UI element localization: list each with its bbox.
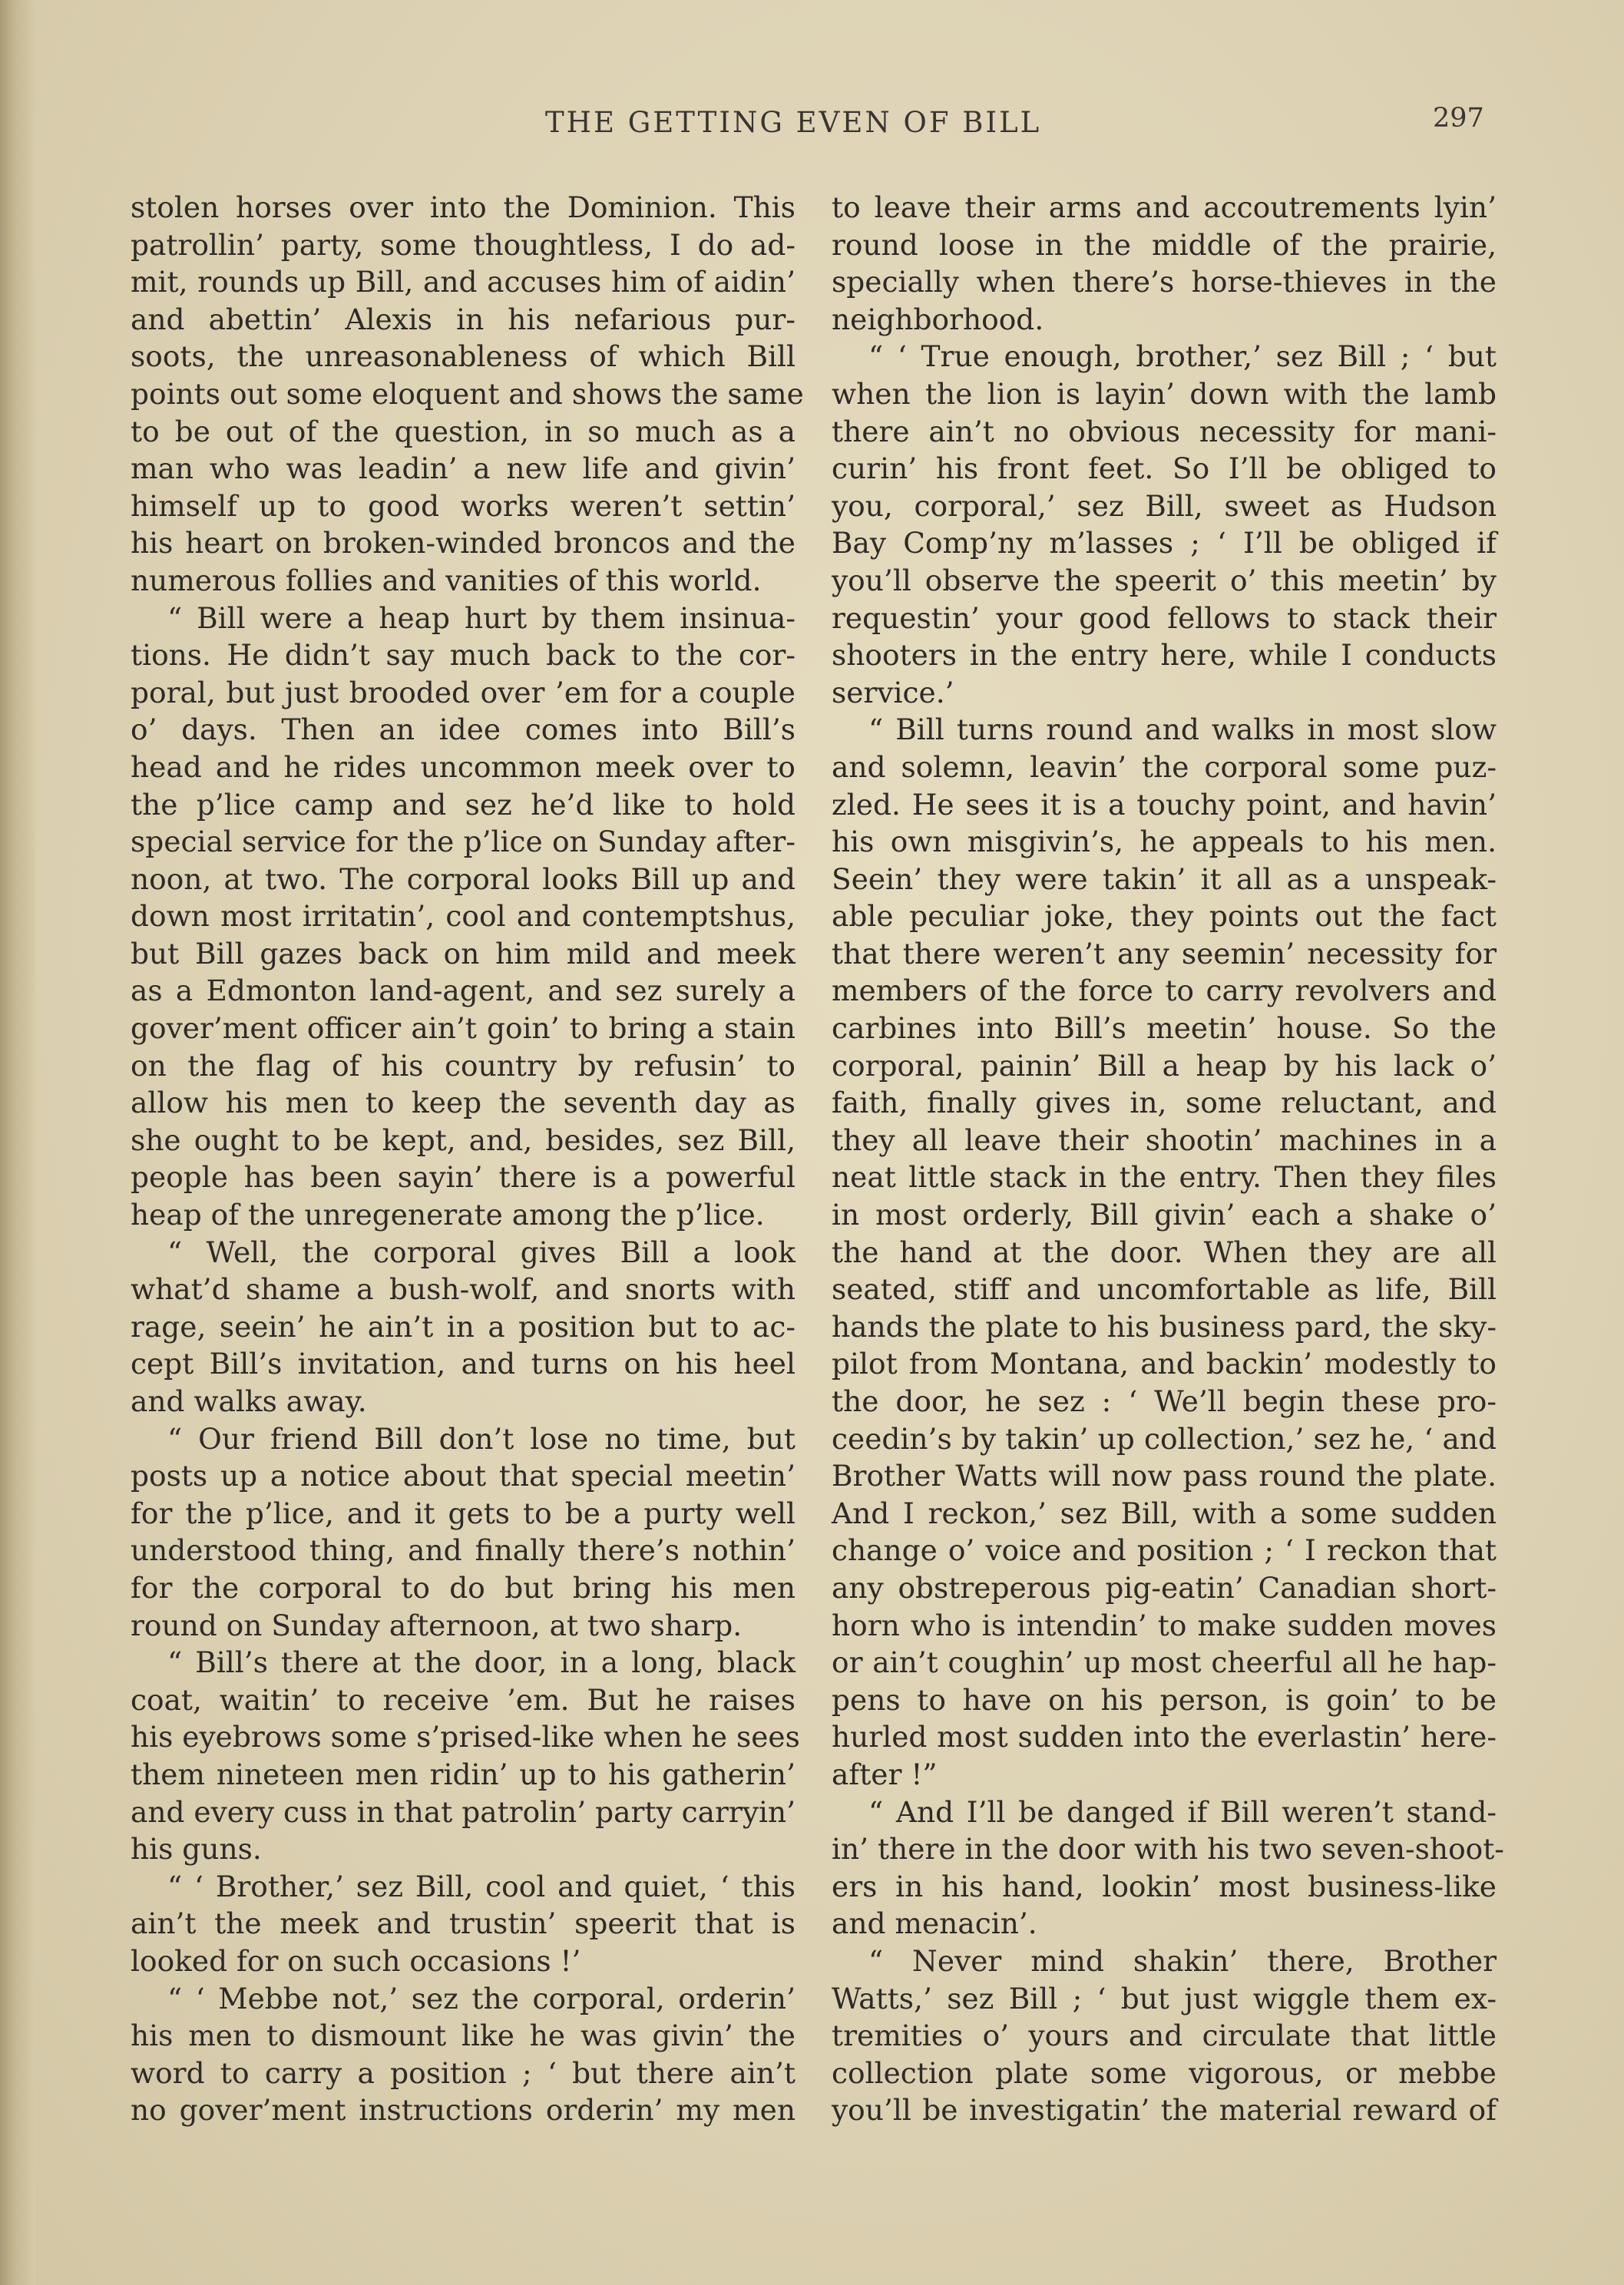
text-line: what’d shame a bush-wolf, and snorts with xyxy=(131,1272,795,1307)
binding-edge xyxy=(0,0,35,2285)
text-line: seated, stiff and uncomfortable as life, Bill xyxy=(832,1272,1497,1307)
text-line: able peculiar joke, they points out the fact xyxy=(832,899,1497,934)
text-line: she ought to be kept, and, besides, sez Bill, xyxy=(131,1123,795,1157)
text-line: you’ll observe the speerit o’ this meetin’ by xyxy=(832,563,1497,597)
text-line: “ ‘ Mebbe not,’ sez the corporal, orderin’ xyxy=(167,1981,795,2015)
text-line: himself up to good works weren’t settin’ xyxy=(131,488,795,523)
text-line: his own misgivin’s, he appeals to his men. xyxy=(832,825,1497,859)
text-line: service.’ xyxy=(832,675,954,709)
text-line: faith, finally gives in, some reluctant, and xyxy=(832,1086,1497,1120)
text-line: Brother Watts will now pass round the plate. xyxy=(832,1459,1497,1493)
text-line: for the corporal to do but bring his men xyxy=(131,1570,795,1605)
text-line: gover’ment officer ain’t goin’ to bring a stain xyxy=(131,1011,795,1046)
text-line: “ ‘ Brother,’ sez Bill, cool and quiet, ‘ this xyxy=(167,1869,795,1903)
text-line: the p’lice camp and sez he’d like to hold xyxy=(131,787,795,822)
text-line: his heart on broken-winded broncos and the xyxy=(131,526,795,561)
text-line: “ ‘ True enough, brother,’ sez Bill ; ‘ but xyxy=(868,339,1497,374)
text-line: Watts,’ sez Bill ; ‘ but just wiggle them ex- xyxy=(832,1981,1497,2015)
text-line: ain’t the meek and trustin’ speerit that is xyxy=(131,1906,795,1941)
text-line: “ And I’ll be danged if Bill weren’t stand- xyxy=(868,1794,1497,1829)
page-header xyxy=(0,103,1624,152)
text-line: pens to have on his person, is goin’ to be xyxy=(832,1682,1497,1717)
text-line: but Bill gazes back on him mild and meek xyxy=(131,936,795,971)
text-line: neat little stack in the entry. Then they files xyxy=(832,1160,1497,1195)
text-line: or ain’t coughin’ up most cheerful all he hap- xyxy=(832,1645,1497,1680)
text-line: curin’ his front feet. So I’ll be obliged to xyxy=(832,451,1497,486)
text-line: you, corporal,’ sez Bill, sweet as Hudson xyxy=(832,488,1497,523)
text-line: head and he rides uncommon meek over to xyxy=(131,749,795,784)
text-line: in’ there in the door with his two seven-shoot- xyxy=(832,1832,1504,1867)
text-line: horn who is intendin’ to make sudden moves xyxy=(832,1608,1497,1642)
text-line: carbines into Bill’s meetin’ house. So the xyxy=(832,1011,1497,1046)
text-line: understood thing, and finally there’s nothin’ xyxy=(131,1533,795,1568)
text-line: to leave their arms and accoutrements lyin’ xyxy=(832,190,1497,224)
text-line: heap of the unregenerate among the p’lice. xyxy=(131,1198,765,1232)
text-line: as a Edmonton land-agent, and sez surely a xyxy=(131,974,795,1008)
left-text-column xyxy=(131,189,804,2128)
text-line: after !” xyxy=(832,1757,938,1791)
text-line: allow his men to keep the seventh day as xyxy=(131,1086,795,1120)
text-line: ers in his hand, lookin’ most business-like xyxy=(832,1869,1497,1903)
text-line: posts up a notice about that special meetin’ xyxy=(131,1459,795,1493)
text-line: hurled most sudden into the everlastin’ here- xyxy=(832,1720,1497,1754)
text-line: “ Never mind shakin’ there, Brother xyxy=(868,1943,1497,1978)
text-line: And I reckon,’ sez Bill, with a some sudden xyxy=(832,1496,1497,1530)
text-line: specially when there’s horse-thieves in the xyxy=(832,265,1497,299)
text-line: his eyebrows some s’prised-like when he sees xyxy=(131,1720,800,1754)
text-line: hands the plate to his business pard, the sky- xyxy=(832,1309,1497,1344)
text-line: to be out of the question, in so much as a xyxy=(131,414,795,448)
text-line: points out some eloquent and shows the same xyxy=(131,376,804,411)
text-line: change o’ voice and position ; ‘ I reckon that xyxy=(832,1533,1497,1568)
text-line: members of the force to carry revolvers and xyxy=(832,974,1497,1008)
text-line: there ain’t no obvious necessity for mani- xyxy=(832,414,1497,448)
text-line: Bay Comp’ny m’lasses ; ‘ I’ll be obliged if xyxy=(832,526,1497,561)
text-line: noon, at two. The corporal looks Bill up and xyxy=(131,861,795,896)
text-line: cept Bill’s invitation, and turns on his heel xyxy=(131,1347,795,1381)
text-line: rage, seein’ he ain’t in a position but to ac- xyxy=(131,1309,795,1344)
text-line: coat, waitin’ to receive ’em. But he raises xyxy=(131,1682,795,1717)
text-line: and every cuss in that patrolin’ party carryin’ xyxy=(131,1794,796,1829)
text-line: “ Well, the corporal gives Bill a look xyxy=(167,1235,795,1269)
text-line: looked for on such occasions !’ xyxy=(131,1943,581,1978)
text-line: stolen horses over into the Dominion. This xyxy=(131,190,795,224)
text-line: you’ll be investigatin’ the material reward of xyxy=(832,2093,1497,2128)
text-line: on the flag of his country by refusin’ to xyxy=(131,1048,795,1083)
text-line: requestin’ your good fellows to stack their xyxy=(832,600,1497,635)
text-line: his guns. xyxy=(131,1832,262,1867)
text-line: “ Bill’s there at the door, in a long, black xyxy=(167,1645,795,1680)
text-line: corporal, painin’ Bill a heap by his lack o’ xyxy=(832,1048,1497,1083)
text-line: when the lion is layin’ down with the lamb xyxy=(832,376,1497,411)
text-line: soots, the unreasonableness of which Bill xyxy=(131,339,795,374)
text-line: word to carry a position ; ‘ but there ain’t xyxy=(131,2055,795,2090)
running-title: THE GETTING EVEN OF BILL xyxy=(545,106,1042,139)
page-number: 297 xyxy=(1433,103,1484,134)
text-line: for the p’lice, and it gets to be a purty well xyxy=(131,1496,795,1530)
text-line: collection plate some vigorous, or mebbe xyxy=(832,2055,1497,2090)
text-line: any obstreperous pig-eatin’ Canadian short- xyxy=(832,1570,1497,1605)
text-line: and solemn, leavin’ the corporal some puz- xyxy=(832,749,1497,784)
text-line: the door, he sez : ‘ We’ll begin these pro- xyxy=(832,1384,1497,1418)
text-line: them nineteen men ridin’ up to his gatherin’ xyxy=(131,1757,795,1791)
text-line: special service for the p’lice on Sunday after- xyxy=(131,825,795,859)
text-line: and walks away. xyxy=(131,1384,367,1418)
text-line: neighborhood. xyxy=(832,302,1044,336)
text-line: man who was leadin’ a new life and givin’ xyxy=(131,451,795,486)
text-line: “ Bill were a heap hurt by them insinua- xyxy=(167,600,795,635)
text-line: poral, but just brooded over ’em for a couple xyxy=(131,675,795,709)
text-line: ceedin’s by takin’ up collection,’ sez he, ‘ and xyxy=(832,1421,1497,1456)
text-line: round on Sunday afternoon, at two sharp. xyxy=(131,1608,743,1642)
text-line: that there weren’t any seemin’ necessity for xyxy=(832,936,1497,971)
text-line: down most irritatin’, cool and contemptshus, xyxy=(131,899,795,934)
right-text-column xyxy=(832,189,1504,2128)
text-line: patrollin’ party, some thoughtless, I do ad- xyxy=(131,227,795,262)
text-line: Seein’ they were takin’ it all as a unspeak- xyxy=(832,861,1497,896)
text-line: his men to dismount like he was givin’ the xyxy=(131,2019,795,2053)
text-line: round loose in the middle of the prairie, xyxy=(832,227,1497,262)
text-line: shooters in the entry here, while I conducts xyxy=(832,638,1497,673)
text-line: tremities o’ yours and circulate that little xyxy=(832,2019,1497,2053)
text-line: the hand at the door. When they are all xyxy=(832,1235,1497,1269)
text-line: no gover’ment instructions orderin’ my men xyxy=(131,2093,795,2128)
text-line: o’ days. Then an idee comes into Bill’s xyxy=(131,713,795,747)
text-line: in most orderly, Bill givin’ each a shake o’ xyxy=(832,1198,1497,1232)
text-line: “ Our friend Bill don’t lose no time, but xyxy=(167,1421,795,1456)
text-line: and menacin’. xyxy=(832,1906,1037,1941)
text-line: mit, rounds up Bill, and accuses him of aidin’ xyxy=(131,265,795,299)
text-line: people has been sayin’ there is a powerful xyxy=(131,1160,795,1195)
text-line: zled. He sees it is a touchy point, and havin’ xyxy=(832,787,1497,822)
text-line: tions. He didn’t say much back to the cor- xyxy=(131,638,795,673)
text-line: and abettin’ Alexis in his nefarious pur- xyxy=(131,302,795,336)
text-line: numerous follies and vanities of this world. xyxy=(131,563,762,597)
text-line: “ Bill turns round and walks in most slow xyxy=(868,713,1497,747)
text-line: they all leave their shootin’ machines in a xyxy=(832,1123,1497,1157)
text-line: pilot from Montana, and backin’ modestly to xyxy=(832,1347,1497,1381)
